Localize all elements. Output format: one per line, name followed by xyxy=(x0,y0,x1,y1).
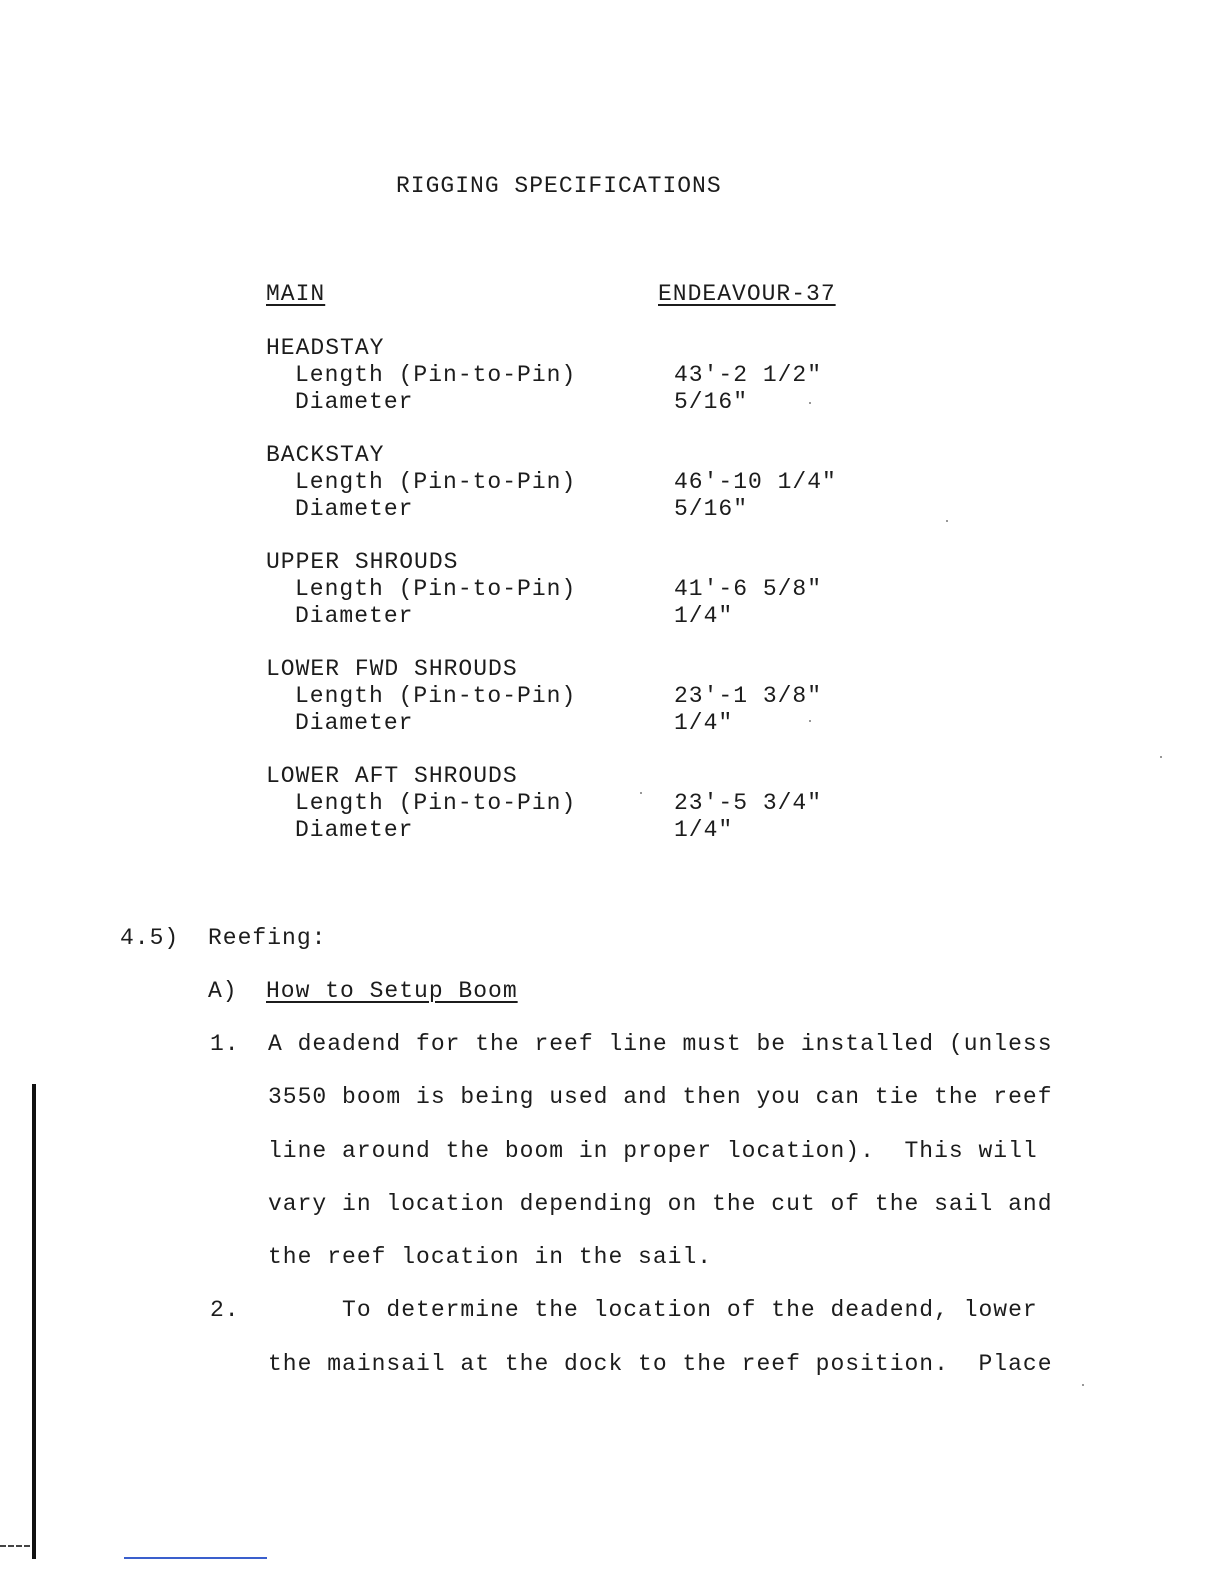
column-header-main: MAIN xyxy=(266,281,326,307)
spec-group-name: UPPER SHROUDS xyxy=(266,549,459,575)
spec-diameter-value: 1/4" xyxy=(674,817,734,843)
spec-diameter-value: 1/4" xyxy=(674,710,734,736)
spec-length-label: Length (Pin-to-Pin) xyxy=(295,362,577,388)
spec-length-value: 23'-1 3/8" xyxy=(674,683,823,709)
paragraph-line: the reef location in the sail. xyxy=(268,1244,713,1270)
spec-group-name: HEADSTAY xyxy=(266,335,385,361)
spec-diameter-value: 1/4" xyxy=(674,603,734,629)
subsection-title: How to Setup Boom xyxy=(266,978,518,1004)
spec-diameter-value: 5/16" xyxy=(674,496,749,522)
spec-diameter-label: Diameter xyxy=(295,603,414,629)
spec-length-value: 41'-6 5/8" xyxy=(674,576,823,602)
spec-diameter-label: Diameter xyxy=(295,496,414,522)
speck xyxy=(809,720,811,722)
paragraph-line: the mainsail at the dock to the reef position. Place xyxy=(268,1351,1053,1377)
spec-length-label: Length (Pin-to-Pin) xyxy=(295,469,577,495)
speck xyxy=(1160,756,1162,758)
speck xyxy=(1082,1384,1084,1386)
spec-group-name: LOWER FWD SHROUDS xyxy=(266,656,518,682)
section-title: Reefing: xyxy=(208,925,327,951)
spec-group-name: LOWER AFT SHROUDS xyxy=(266,763,518,789)
subsection-letter: A) xyxy=(208,978,238,1004)
spec-length-value: 23'-5 3/4" xyxy=(674,790,823,816)
spec-length-label: Length (Pin-to-Pin) xyxy=(295,683,577,709)
spec-length-value: 46'-10 1/4" xyxy=(674,469,837,495)
change-bar xyxy=(32,1084,36,1559)
spec-diameter-label: Diameter xyxy=(295,817,414,843)
section-number: 4.5) xyxy=(120,925,180,951)
speck xyxy=(946,520,948,522)
speck xyxy=(809,402,811,404)
footer-rule xyxy=(124,1557,267,1559)
spec-diameter-value: 5/16" xyxy=(674,389,749,415)
spec-diameter-label: Diameter xyxy=(295,710,414,736)
paragraph-line: A deadend for the reef line must be installed (unless xyxy=(268,1031,1053,1057)
paragraph-line: 3550 boom is being used and then you can tie the reef xyxy=(268,1084,1053,1110)
spec-diameter-label: Diameter xyxy=(295,389,414,415)
spec-length-label: Length (Pin-to-Pin) xyxy=(295,576,577,602)
paragraph-line: vary in location depending on the cut of the sail and xyxy=(268,1191,1053,1217)
column-header-model: ENDEAVOUR-37 xyxy=(658,281,836,307)
speck xyxy=(640,792,642,794)
paragraph-line: To determine the location of the deadend, lower xyxy=(268,1297,1038,1323)
page-title: RIGGING SPECIFICATIONS xyxy=(396,173,722,199)
item-number: 2. xyxy=(210,1297,240,1323)
item-number: 1. xyxy=(210,1031,240,1057)
spec-group-name: BACKSTAY xyxy=(266,442,385,468)
spec-length-label: Length (Pin-to-Pin) xyxy=(295,790,577,816)
paragraph-line: line around the boom in proper location). This will xyxy=(268,1138,1038,1164)
spec-length-value: 43'-2 1/2" xyxy=(674,362,823,388)
margin-dash-mark xyxy=(0,1545,30,1547)
